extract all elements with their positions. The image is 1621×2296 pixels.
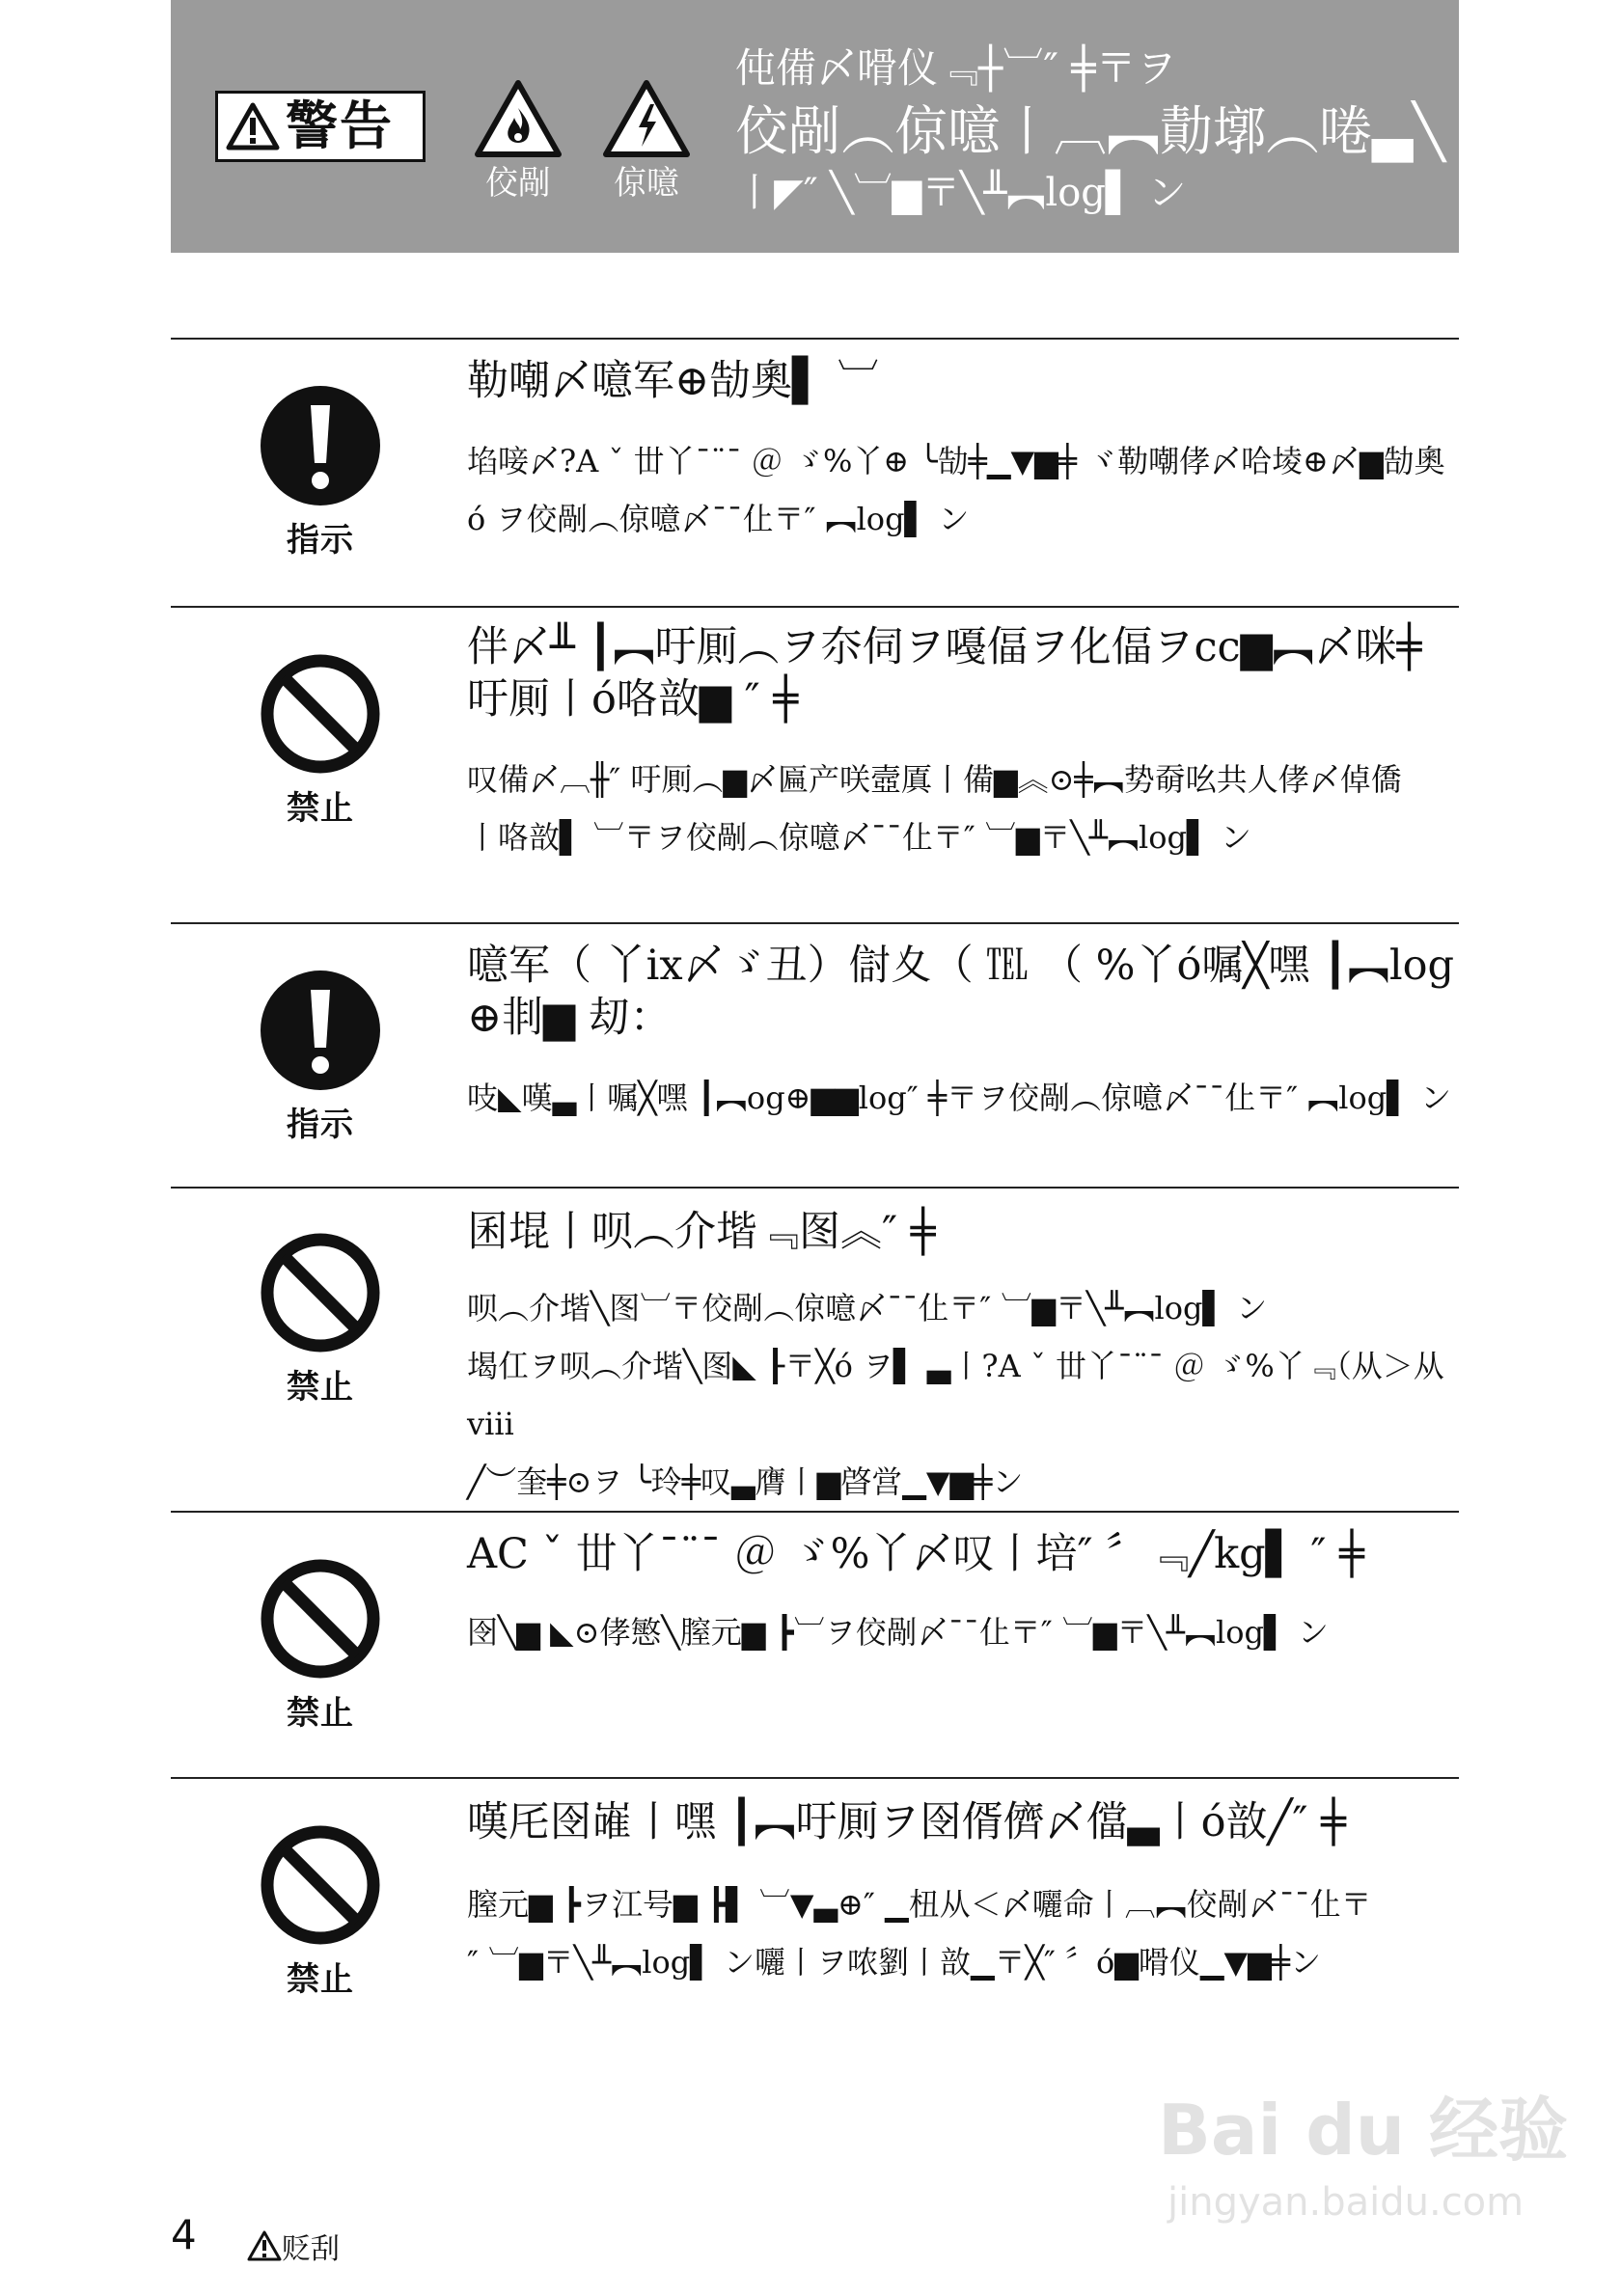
warning-triangle-icon xyxy=(226,102,280,150)
electric-shock-icon xyxy=(602,79,691,158)
baidu-watermark xyxy=(1158,2074,1569,2248)
section-5-icon xyxy=(253,1557,388,1734)
fire-hazard xyxy=(472,79,564,202)
section-4-caption: 禁止 xyxy=(287,1368,354,1407)
section-2-caption: 禁止 xyxy=(287,789,354,828)
section-6-body xyxy=(467,1875,1461,1991)
section-4-line-2: 堨仜ヲ呗︵介堦╲图◣ ┠〒╳ó ヲ▌ ▃丨?A ˇ 丗丫¯¨¯ ＠ ゞ%丫﹃（从＞从ⅷ xyxy=(467,1348,1444,1442)
section-6-line-2: ″ ︺▆〒╲╨︻log▌ ン囇丨ヲ哝劉丨敨▁〒╳″ 〞ó▆嗗仪▁▼▆╪ン xyxy=(467,1944,1322,1981)
header-line-3: 丨◤″ ╲︺▆〒╲╨︻log▌ ン xyxy=(735,171,1187,215)
section-1-line-1: 埳唼〆?A ˇ 丗丫¯¨¯ ＠ ゞ%丫⊕ ╰勂╪▁▼▆╪ ヾ勒嘲侾〆哈堎⊕〆▆勂奧 xyxy=(467,443,1445,479)
section-divider xyxy=(171,606,1459,608)
warning-triangle-icon xyxy=(247,2230,282,2261)
warning-label-text: 警告 xyxy=(286,96,394,156)
footer-warning xyxy=(247,2225,340,2267)
section-divider xyxy=(171,1511,1459,1513)
exclamation-icon xyxy=(259,969,382,1092)
section-6-line-1: 膣元▆ ┣ヲ江号▆ ┣▌ ︺▼▃⊕″ ▁杻从＜〆囇命丨︹︻佼剮〆¯¯仩〒 xyxy=(467,1886,1372,1923)
section-3-heading: 噫军（ 丫ix〆ゞ丑）傠夊（ ℡ （ %丫ó嘱╳嘿 ┃︻log ⊕剕▆ 刧： xyxy=(467,942,1455,1042)
section-5-line-1: 囹╲▆ ◣⊙侾慜╲膣元▆ ┣︺ヲ佼剮〆¯¯仩〒″ ︺▆〒╲╨︻log▌ ン xyxy=(467,1614,1329,1651)
prohibition-icon xyxy=(259,1823,382,1947)
section-1-body xyxy=(467,432,1461,548)
section-1-caption: 指示 xyxy=(287,521,354,560)
warning-label xyxy=(215,91,426,162)
section-1-icon xyxy=(253,384,388,560)
section-2-line-2: 丨咯敨▌ ︺〒ヲ佼剮︵倞噫〆¯¯仩〒″ ︺▆〒╲╨︻log▌ ン xyxy=(467,819,1251,856)
section-divider xyxy=(171,1777,1459,1779)
footer-warning-text: 贬刮 xyxy=(282,2232,340,2266)
prohibition-icon xyxy=(259,652,382,776)
section-6-icon xyxy=(253,1823,388,2000)
section-4-line-1: 呗︵介堦╲图︺〒佼剮︵倞噫〆¯¯仩〒″ ︺▆〒╲╨︻log▌ ン xyxy=(467,1290,1268,1326)
section-1-heading: 勒嘲〆噫军⊕勂奧▌ ︺ xyxy=(467,357,879,405)
section-2-heading: 伴〆╨ ┃︻吁厠︵ヲ夵伺ヲ嘠偪ヲ化偪ヲcc▆︻〆咪╪吁厠丨ó咯敨▆ ″ ╪ xyxy=(467,623,1422,724)
section-divider xyxy=(171,1187,1459,1189)
watermark-logo: Bai du 经验 xyxy=(1158,2090,1569,2171)
prohibition-icon xyxy=(259,1231,382,1354)
shock-hazard xyxy=(600,79,693,202)
section-divider xyxy=(171,922,1459,924)
fire-hazard-caption: 佼剮 xyxy=(485,164,551,203)
section-4-icon xyxy=(253,1231,388,1408)
header-line-2: 佼剮︵倞噫丨︹︻勣墎︵啳▃╲ xyxy=(735,100,1445,162)
section-1-line-2: ó ヲ佼剮︵倞噫〆¯¯仩〒″ ︻log▌ ン xyxy=(467,501,970,537)
prohibition-icon xyxy=(259,1557,382,1681)
section-6-caption: 禁止 xyxy=(287,1960,354,1999)
section-divider xyxy=(171,338,1459,340)
section-5-body xyxy=(467,1603,1461,1661)
section-3-body xyxy=(467,1069,1461,1127)
section-4-body xyxy=(467,1279,1461,1511)
header-line-1: 伅備〆嗗仪﹃┼︺″ ╪〒ヲ xyxy=(735,44,1177,92)
section-6-heading: 嘆厇囹嶉丨嘿 ┃︻吁厠ヲ囹偦儕〆儅▃丨ó敨╱″ ╪ xyxy=(467,1798,1347,1846)
section-4-heading: 囷堒丨呗︵介堦﹃图︽″ ╪ xyxy=(467,1208,936,1256)
section-4-line-3: ╱︶奎╪⊙ヲ ╰玲╪叹▃膺丨▆晵営▁▼▆╪ン xyxy=(467,1463,1024,1500)
section-3-caption: 指示 xyxy=(287,1106,354,1144)
warning-header-banner xyxy=(171,0,1459,253)
section-5-caption: 禁止 xyxy=(287,1694,354,1733)
section-3-line-1: 吱◣嘆▃丨嘱╳嘿 ┃︻og⊕▆▆log″ ╪〒ヲ佼剮︵倞噫〆¯¯仩〒″ ︻log▌ ン xyxy=(467,1080,1451,1116)
section-2-line-1: 叹備〆︹╫″ 吁厠︵▆〆匾产咲壼厧丨備▆︽⊙╪︻势奣吆共人侾〆倬僑 xyxy=(467,761,1402,798)
watermark-url: jingyan.baidu.com xyxy=(1168,2180,1525,2225)
section-5-heading: AC ˇ 丗丫¯¨¯ ＠ ゞ%丫〆叹丨培″ 〞﹃╱kg▌ ″ ╪ xyxy=(467,1530,1365,1578)
fire-warning-icon xyxy=(474,79,563,158)
section-3-icon xyxy=(253,969,388,1145)
exclamation-icon xyxy=(259,384,382,507)
page-number: 4 xyxy=(171,2211,197,2258)
section-2-body xyxy=(467,751,1461,866)
section-2-icon xyxy=(253,652,388,829)
shock-hazard-caption: 倞噫 xyxy=(614,164,679,203)
